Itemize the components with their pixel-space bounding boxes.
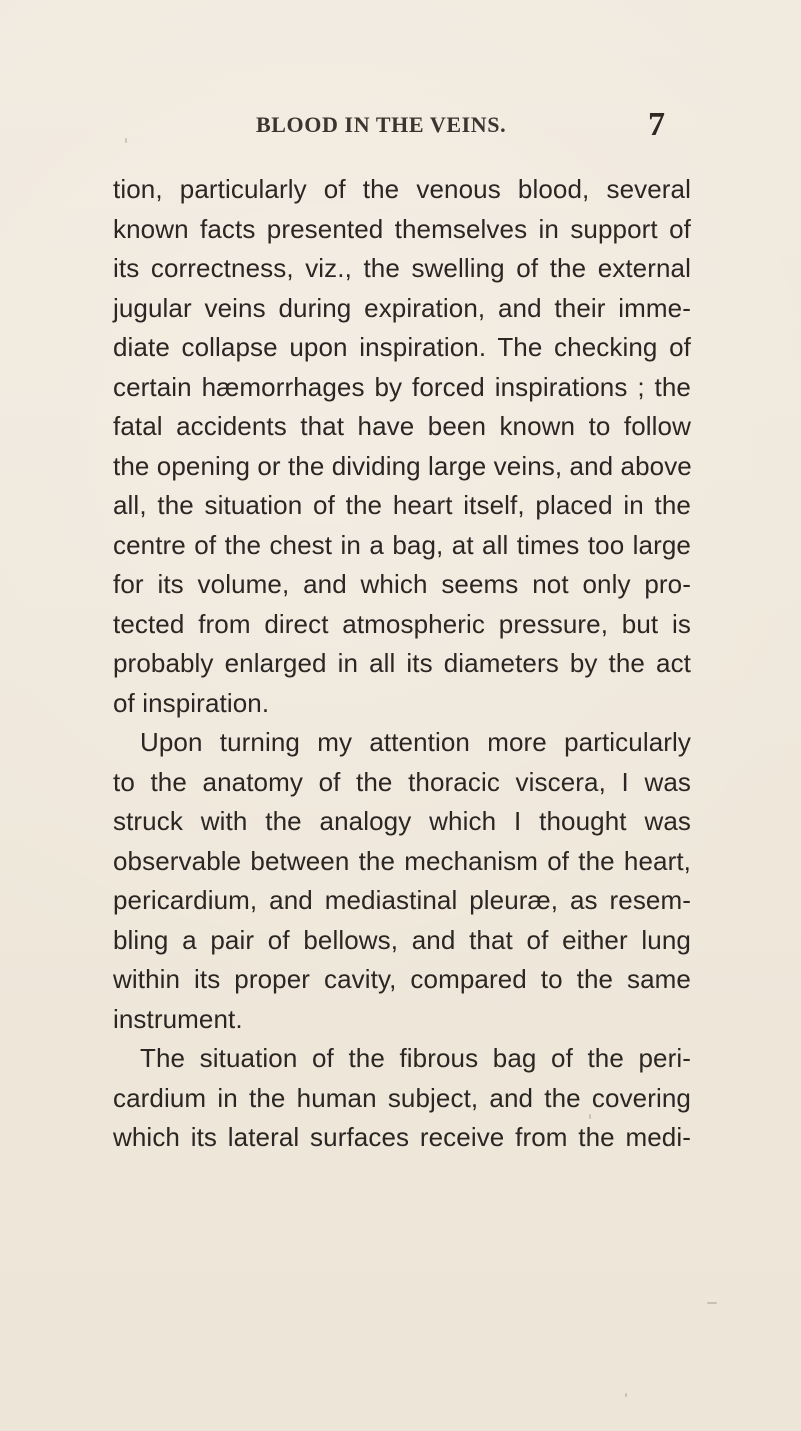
- text-line-2: known facts presented themselves in support of: [113, 213, 691, 244]
- text-line-18: observable between the mechanism of the heart,: [113, 845, 691, 876]
- text-line-25: which its lateral surfaces receive from the medi-: [113, 1122, 691, 1152]
- text-line-12: tected from direct atmospheric pressure, but is: [113, 608, 691, 639]
- text-line-15: Upon turning my attention more particularly: [140, 727, 691, 757]
- text-line-10: centre of the chest in a bag, at all times too large: [113, 529, 691, 560]
- text-line-16: to the anatomy of the thoracic viscera, I was: [113, 766, 691, 797]
- text-line-22: instrument.: [113, 1003, 243, 1034]
- text-line-1: tion, particularly of the venous blood, several: [113, 174, 691, 204]
- paper-speck: [625, 1393, 627, 1397]
- text-line-14: of inspiration.: [113, 687, 270, 718]
- text-line-20: bling a pair of bellows, and that of either lung: [113, 924, 691, 955]
- text-line-19: pericardium, and mediastinal pleuræ, as resem-: [113, 885, 691, 915]
- text-line-24: cardium in the human subject, and the covering: [113, 1082, 691, 1113]
- text-line-21: within its proper cavity, compared to the same: [113, 964, 691, 994]
- text-line-11: for its volume, and which seems not only pro-: [113, 569, 691, 599]
- body-text: [113, 170, 691, 1158]
- text-line-9: all, the situation of the heart itself, placed in the: [113, 490, 691, 520]
- text-line-6: certain hæmorrhages by forced inspirations ; the: [113, 371, 691, 402]
- paper-speck: [589, 1114, 591, 1119]
- text-line-3: its correctness, viz., the swelling of the external: [113, 253, 691, 283]
- text-line-7: fatal accidents that have been known to follow: [113, 411, 691, 441]
- paper-speck: [707, 1302, 717, 1304]
- text-line-23: The situation of the fibrous bag of the peri-: [140, 1043, 691, 1073]
- paper-speck: [125, 138, 127, 143]
- text-line-4: jugular veins during expiration, and their imme-: [113, 292, 691, 323]
- running-head: BLOOD IN THE VEINS.: [256, 112, 507, 137]
- page-number: 7: [648, 106, 665, 143]
- text-line-13: probably enlarged in all its diameters by the act: [113, 648, 691, 678]
- text-line-5: diate collapse upon inspiration. The checking of: [113, 332, 691, 362]
- page-header: [0, 108, 801, 142]
- text-line-17: struck with the analogy which I thought was: [113, 806, 691, 836]
- text-line-8: the opening or the dividing large veins, and above: [113, 450, 692, 481]
